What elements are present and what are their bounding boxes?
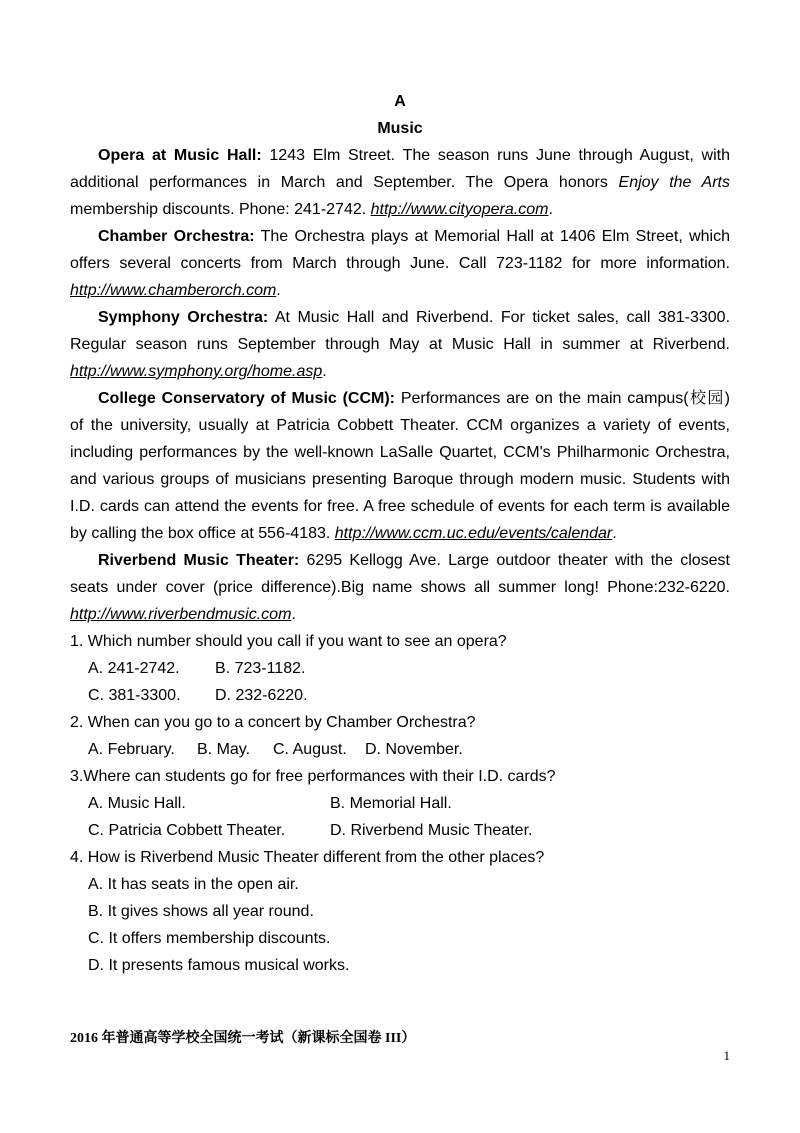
italic-phrase: Enjoy the Arts <box>618 174 730 191</box>
paragraph-text: . <box>276 282 281 299</box>
passage-title: Music <box>377 120 423 137</box>
option-b: B. May. <box>197 741 251 758</box>
question-text: 4. How is Riverbend Music Theater different from the other places? <box>70 849 545 866</box>
option-row <box>70 790 730 817</box>
paragraph-text: At Music Hall and Riverbend. For ticket sales, call 381-3300. Regular season runs September through May at Music Hall in summer at Riverbend. <box>70 309 731 353</box>
option-b: B. 723-1182. <box>215 660 306 677</box>
option-d: D. 232-6220. <box>215 687 308 704</box>
option-row <box>70 952 730 979</box>
venue-name: Riverbend Music Theater: <box>98 552 300 569</box>
option-row <box>70 655 730 682</box>
option-d: D. November. <box>365 741 463 758</box>
paragraph-text: 6295 Kellogg Ave. Large outdoor theater with the closest seats under cover (price difference).Big name shows all summer long! Phone:232-6220. <box>70 552 731 596</box>
option-b: B. It gives shows all year round. <box>88 903 314 920</box>
url-link[interactable]: http://www.riverbendmusic.com <box>70 606 292 623</box>
section-label: A <box>394 93 406 110</box>
option-b: B. Memorial Hall. <box>330 795 452 812</box>
paragraph-ccm <box>70 385 730 547</box>
option-d: D. It presents famous musical works. <box>88 957 350 974</box>
option-row <box>70 925 730 952</box>
paragraph-text: 1243 Elm Street. The season runs June through August, with additional performances in March and September. The Opera honors <box>70 147 730 191</box>
venue-name: Chamber Orchestra: <box>98 228 255 245</box>
option-c: C. August. <box>273 741 347 758</box>
paragraph-opera <box>70 142 730 223</box>
option-a: A. 241-2742. <box>88 660 180 677</box>
option-row <box>70 871 730 898</box>
option-row <box>70 736 730 763</box>
option-c: C. It offers membership discounts. <box>88 930 331 947</box>
footer-exam-title: 2016 年普通高等学校全国统一考试（新课标全国卷 III） <box>70 1031 416 1046</box>
venue-name: Opera at Music Hall: <box>98 147 262 164</box>
paragraph-text: . <box>548 201 553 218</box>
question-3 <box>70 763 730 844</box>
venue-name: College Conservatory of Music (CCM): <box>98 390 396 407</box>
question-text: 3.Where can students go for free performances with their I.D. cards? <box>70 768 556 785</box>
option-row <box>70 898 730 925</box>
option-c: C. Patricia Cobbett Theater. <box>88 822 286 839</box>
option-a: A. Music Hall. <box>88 795 186 812</box>
question-text: 2. When can you go to a concert by Chamber Orchestra? <box>70 714 476 731</box>
option-d: D. Riverbend Music Theater. <box>330 822 533 839</box>
question-2 <box>70 709 730 763</box>
venue-name: Symphony Orchestra: <box>98 309 269 326</box>
url-link[interactable]: http://www.cityopera.com <box>370 201 549 218</box>
question-1 <box>70 628 730 709</box>
url-link[interactable]: http://www.symphony.org/home.asp <box>70 363 323 380</box>
paragraph-chamber <box>70 223 730 304</box>
paragraph-text: Performances are on the main campus(校园) of the university, usually at Patricia Cobbett Theater. CCM organizes a variety of events, including performances by the well-known LaSalle Quartet, CCM's Philharmonic Orchestra, and various groups of musicians presenting Baroque through modern music. Students with I.D. cards can attend the events for free. A free schedule of events for each term is available by calling the box office at 556-4183. <box>70 390 730 542</box>
paragraph-text: . <box>322 363 327 380</box>
url-link[interactable]: http://www.ccm.uc.edu/events/calendar <box>334 525 613 542</box>
paragraph-text: . <box>291 606 296 623</box>
option-row <box>70 682 730 709</box>
question-text: 1. Which number should you call if you want to see an opera? <box>70 633 507 650</box>
page-number: 1 <box>723 1048 730 1063</box>
paragraph-text: . <box>612 525 617 542</box>
option-row <box>70 817 730 844</box>
paragraph-text: membership discounts. Phone: 241-2742. <box>70 201 371 218</box>
paragraph-text: The Orchestra plays at Memorial Hall at 1406 Elm Street, which offers several concerts from March through June. Call 723-1182 for more information. <box>70 228 731 272</box>
paragraph-symphony <box>70 304 730 385</box>
option-a: A. February. <box>88 741 175 758</box>
question-4 <box>70 844 730 979</box>
url-link[interactable]: http://www.chamberorch.com <box>70 282 277 299</box>
option-c: C. 381-3300. <box>88 687 181 704</box>
option-a: A. It has seats in the open air. <box>88 876 299 893</box>
paragraph-riverbend <box>70 547 730 628</box>
